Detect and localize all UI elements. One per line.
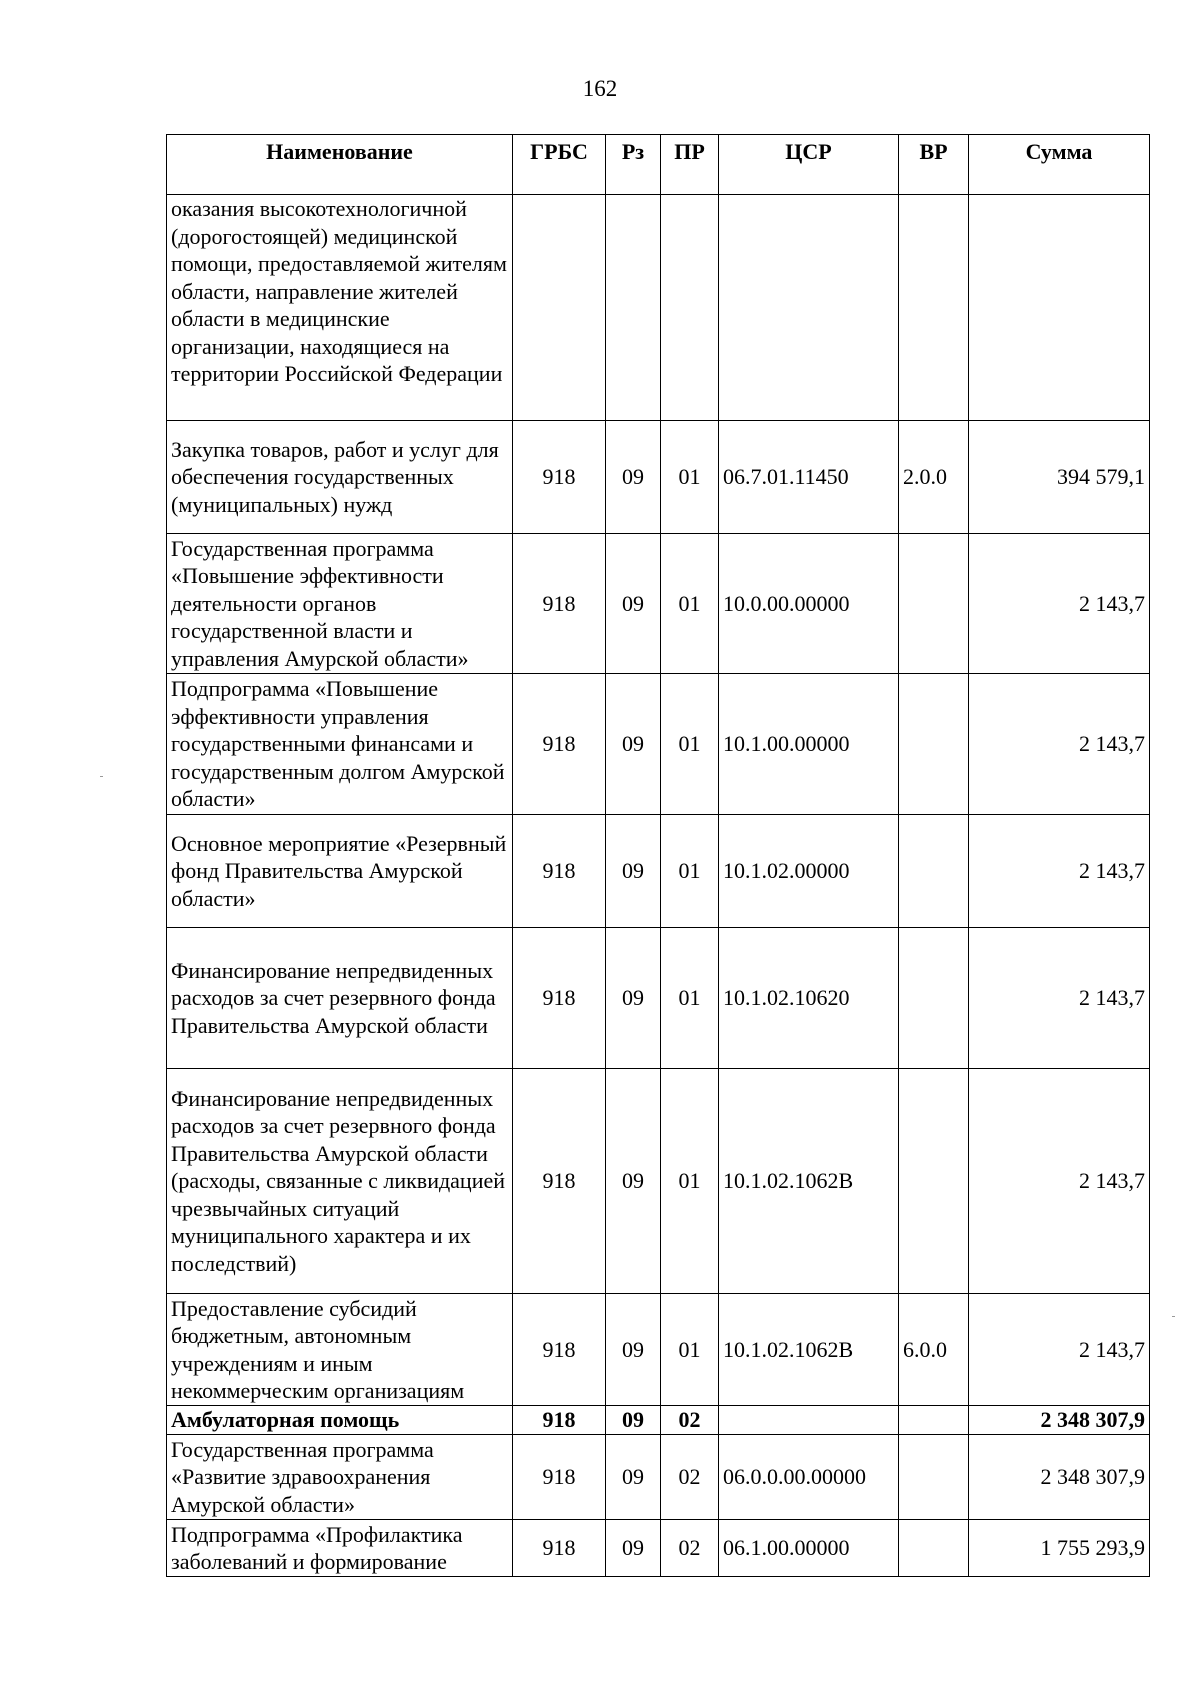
scan-speck bbox=[100, 776, 103, 777]
cell-vr bbox=[899, 815, 969, 928]
cell-name: Предоставление субсидий бюджетным, автономным учреждениям и иным некоммерческим организациям bbox=[167, 1294, 513, 1406]
cell-rz: 09 bbox=[606, 815, 661, 928]
cell-grbs: 918 bbox=[513, 534, 606, 674]
cell-csr: 10.1.02.00000 bbox=[719, 815, 899, 928]
cell-grbs bbox=[513, 195, 606, 421]
cell-csr: 06.1.00.00000 bbox=[719, 1520, 899, 1577]
page-number: 162 bbox=[582, 76, 618, 101]
table-row-section bbox=[167, 1406, 1150, 1435]
cell-name: Государственная программа «Повышение эффективности деятельности органов государственной власти и управления Амурской области» bbox=[167, 534, 513, 674]
cell-csr: 06.0.0.00.00000 bbox=[719, 1435, 899, 1520]
cell-pr: 02 bbox=[661, 1406, 719, 1435]
cell-pr bbox=[661, 195, 719, 421]
cell-pr: 02 bbox=[661, 1435, 719, 1520]
cell-sum: 2 143,7 bbox=[969, 928, 1150, 1069]
cell-sum bbox=[969, 195, 1150, 421]
cell-rz: 09 bbox=[606, 928, 661, 1069]
table-row bbox=[167, 674, 1150, 815]
cell-sum: 394 579,1 bbox=[969, 421, 1150, 534]
cell-sum: 2 143,7 bbox=[969, 1294, 1150, 1406]
cell-name: оказания высокотехнологичной (дорогостоящей) медицинской помощи, предоставляемой жителям области, направление жителей области в медицинские организации, находящиеся на территории Российской Федерации bbox=[167, 195, 513, 421]
cell-rz: 09 bbox=[606, 674, 661, 815]
cell-name: Амбулаторная помощь bbox=[167, 1406, 513, 1435]
cell-vr: 2.0.0 bbox=[899, 421, 969, 534]
cell-csr: 10.1.02.1062В bbox=[719, 1069, 899, 1294]
table-row bbox=[167, 1294, 1150, 1406]
cell-vr bbox=[899, 1435, 969, 1520]
cell-rz: 09 bbox=[606, 1406, 661, 1435]
cell-name: Основное мероприятие «Резервный фонд Правительства Амурской области» bbox=[167, 815, 513, 928]
cell-vr: 6.0.0 bbox=[899, 1294, 969, 1406]
cell-csr: 10.1.02.10620 bbox=[719, 928, 899, 1069]
cell-csr bbox=[719, 1406, 899, 1435]
cell-pr: 01 bbox=[661, 534, 719, 674]
cell-grbs: 918 bbox=[513, 674, 606, 815]
cell-pr: 01 bbox=[661, 1294, 719, 1406]
cell-rz: 09 bbox=[606, 1294, 661, 1406]
cell-rz: 09 bbox=[606, 421, 661, 534]
cell-grbs: 918 bbox=[513, 1435, 606, 1520]
cell-vr bbox=[899, 195, 969, 421]
cell-sum: 2 143,7 bbox=[969, 815, 1150, 928]
cell-name: Финансирование непредвиденных расходов за счет резервного фонда Правительства Амурской области (расходы, связанные с ликвидацией чрезвычайных ситуаций муниципального характера и их последствий) bbox=[167, 1069, 513, 1294]
header-row bbox=[167, 135, 1150, 195]
header-name: Наименование bbox=[167, 135, 513, 195]
cell-pr: 01 bbox=[661, 674, 719, 815]
table-row bbox=[167, 928, 1150, 1069]
cell-name: Подпрограмма «Повышение эффективности управления государственными финансами и государственным долгом Амурской области» bbox=[167, 674, 513, 815]
cell-rz: 09 bbox=[606, 1435, 661, 1520]
scan-speck bbox=[1172, 1316, 1175, 1317]
cell-vr bbox=[899, 674, 969, 815]
cell-rz: 09 bbox=[606, 534, 661, 674]
cell-name: Закупка товаров, работ и услуг для обеспечения государственных (муниципальных) нужд bbox=[167, 421, 513, 534]
cell-vr bbox=[899, 928, 969, 1069]
table-row bbox=[167, 815, 1150, 928]
cell-grbs: 918 bbox=[513, 1406, 606, 1435]
cell-rz bbox=[606, 195, 661, 421]
cell-sum: 2 143,7 bbox=[969, 534, 1150, 674]
cell-sum: 2 348 307,9 bbox=[969, 1435, 1150, 1520]
cell-grbs: 918 bbox=[513, 421, 606, 534]
table-row bbox=[167, 1435, 1150, 1520]
cell-grbs: 918 bbox=[513, 928, 606, 1069]
cell-sum: 1 755 293,9 bbox=[969, 1520, 1150, 1577]
cell-csr: 10.0.00.00000 bbox=[719, 534, 899, 674]
cell-name: Финансирование непредвиденных расходов за счет резервного фонда Правительства Амурской области bbox=[167, 928, 513, 1069]
cell-vr bbox=[899, 1069, 969, 1294]
header-sum: Сумма bbox=[969, 135, 1150, 195]
cell-vr bbox=[899, 1520, 969, 1577]
header-vr: ВР bbox=[899, 135, 969, 195]
cell-grbs: 918 bbox=[513, 1069, 606, 1294]
budget-table bbox=[166, 134, 1150, 1577]
cell-pr: 01 bbox=[661, 1069, 719, 1294]
header-pr: ПР bbox=[661, 135, 719, 195]
cell-vr bbox=[899, 1406, 969, 1435]
table-row bbox=[167, 534, 1150, 674]
cell-grbs: 918 bbox=[513, 1520, 606, 1577]
cell-pr: 01 bbox=[661, 421, 719, 534]
table-row bbox=[167, 195, 1150, 421]
table-row bbox=[167, 421, 1150, 534]
cell-sum: 2 143,7 bbox=[969, 674, 1150, 815]
header-csr: ЦСР bbox=[719, 135, 899, 195]
cell-sum: 2 143,7 bbox=[969, 1069, 1150, 1294]
cell-csr bbox=[719, 195, 899, 421]
table-row bbox=[167, 1069, 1150, 1294]
cell-sum: 2 348 307,9 bbox=[969, 1406, 1150, 1435]
cell-csr: 10.1.00.00000 bbox=[719, 674, 899, 815]
header-grbs: ГРБС bbox=[513, 135, 606, 195]
cell-pr: 01 bbox=[661, 815, 719, 928]
cell-csr: 06.7.01.11450 bbox=[719, 421, 899, 534]
cell-grbs: 918 bbox=[513, 1294, 606, 1406]
cell-name: Государственная программа «Развитие здравоохранения Амурской области» bbox=[167, 1435, 513, 1520]
cell-csr: 10.1.02.1062В bbox=[719, 1294, 899, 1406]
cell-grbs: 918 bbox=[513, 815, 606, 928]
cell-pr: 02 bbox=[661, 1520, 719, 1577]
table-row bbox=[167, 1520, 1150, 1577]
cell-rz: 09 bbox=[606, 1069, 661, 1294]
cell-pr: 01 bbox=[661, 928, 719, 1069]
cell-vr bbox=[899, 534, 969, 674]
cell-rz: 09 bbox=[606, 1520, 661, 1577]
header-rz: Рз bbox=[606, 135, 661, 195]
cell-name: Подпрограмма «Профилактика заболеваний и формирование bbox=[167, 1520, 513, 1577]
